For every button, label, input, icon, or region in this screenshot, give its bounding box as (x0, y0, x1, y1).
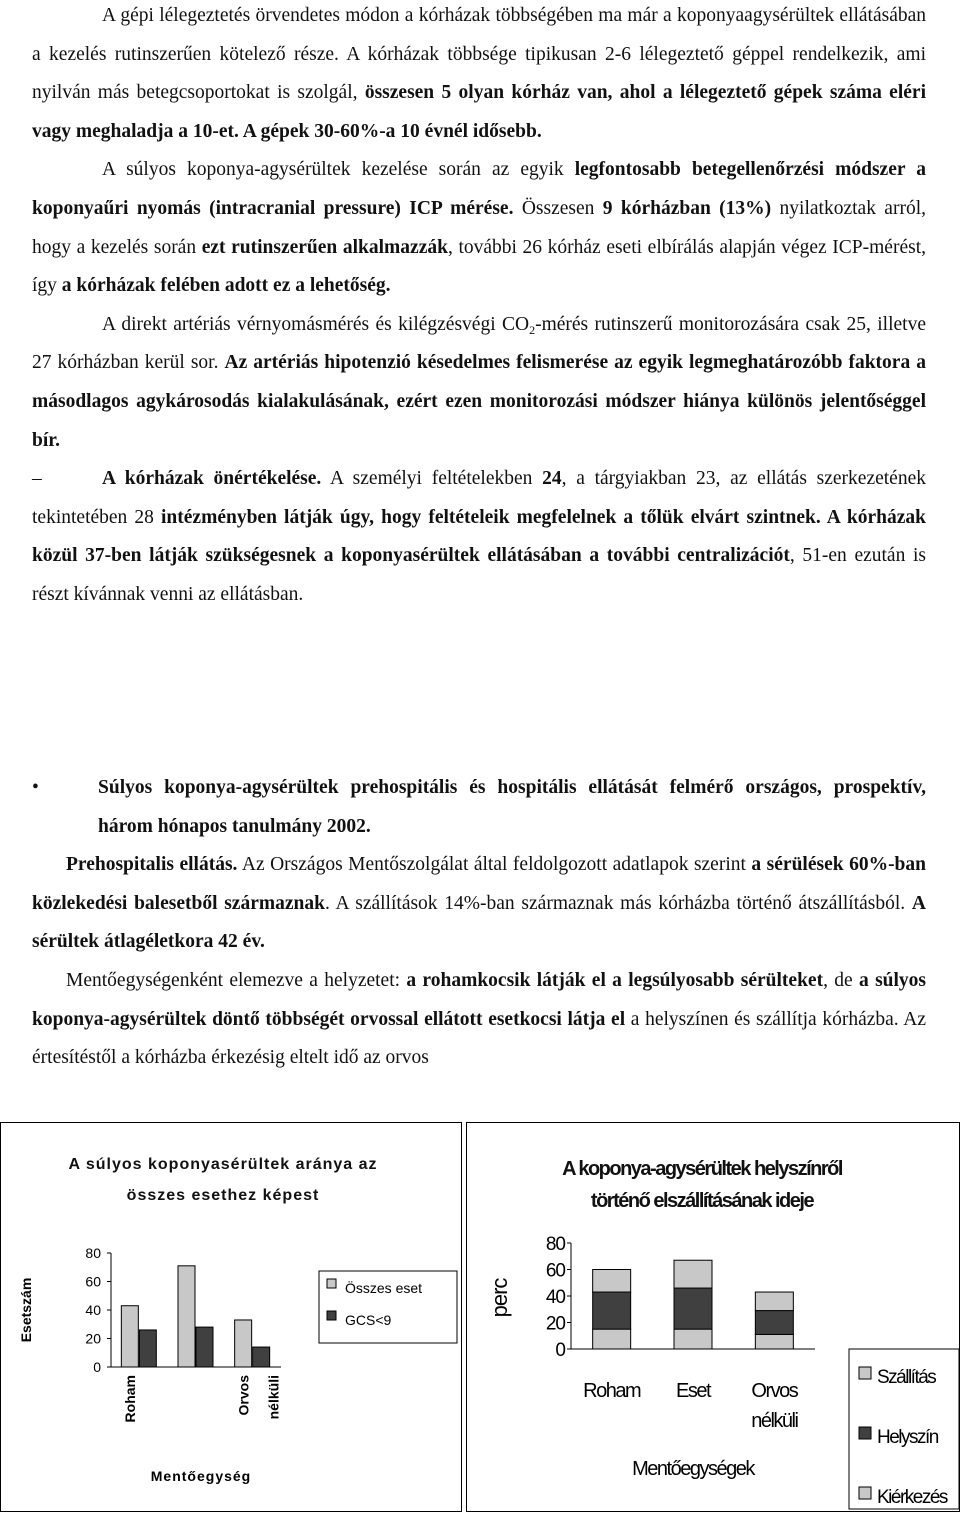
x-tick-label: nélküli (751, 1410, 798, 1432)
chart-title-line: A koponya-agysérültek helyszínről (562, 1158, 842, 1180)
text-run: , további 26 kórház eseti elbírálás alapján végez ICP-mérést, így (32, 236, 926, 297)
text-run-bold: összesen 5 olyan kórház van, ahol a lélegeztető gépek száma eléri vagy meghaladja a 10-et. A gépek 30-60%-a 10 évnél idősebb. (32, 82, 926, 142)
bar-segment-arrival (674, 1329, 712, 1349)
x-tick-label: Roham (122, 1375, 139, 1423)
text-run: . A szállítások 14%-ban származnak más kórházba történő átszállításból. (324, 892, 912, 914)
y-tick-label: 40 (545, 1287, 565, 1308)
chart-title-line: történő elszállításának ideje (590, 1190, 814, 1212)
dash-marker: – (32, 468, 42, 490)
text-run-bold: a sérülések 60%-ban közlekedési balesetből származnak (32, 854, 927, 914)
y-tick-label: 0 (93, 1359, 101, 1375)
x-tick-label: Orvos (235, 1375, 252, 1416)
bar-total (121, 1306, 138, 1367)
legend-swatch (859, 1367, 871, 1379)
y-tick-label: 20 (85, 1330, 101, 1347)
paragraph-monitoring (32, 306, 926, 460)
legend-label: Kiérkezés (877, 1487, 947, 1508)
legend-swatch (327, 1279, 336, 1288)
text-run-bold: a rohamkocsik látják el a legsúlyosabb sérülteket (406, 969, 824, 991)
chart-title-line: összes esethez képest (126, 1187, 320, 1204)
y-tick-label: 80 (545, 1234, 565, 1255)
text-run: A személyi feltételekben (321, 468, 543, 490)
bar-segment-scene (755, 1311, 793, 1335)
chart-title-line: A súlyos koponyasérültek aránya az (68, 1156, 378, 1173)
y-tick-label: 60 (85, 1273, 101, 1290)
subscript: 2 (529, 322, 536, 337)
bar-segment-arrival (593, 1329, 631, 1349)
bar-segment-transport (674, 1260, 712, 1288)
text-run-bold: A kórházak önértékelése. (102, 468, 322, 490)
legend-label: Összes eset (345, 1280, 423, 1296)
bar-segment-arrival (755, 1334, 793, 1349)
chart-title (1, 1149, 445, 1211)
bar-gcs (196, 1327, 213, 1367)
text-run-bold: 24 (542, 468, 562, 490)
bar-segment-transport (593, 1270, 631, 1293)
text-run-bold: ezt rutinszerűen alkalmazzák (201, 236, 448, 258)
legend-swatch (859, 1427, 871, 1439)
text-run-bold: legfontosabb betegellenőrzési módszer a koponyaűri nyomás (intracranial pressure) ICP mérése. (32, 159, 926, 219)
text-run: , a tárgyiakban 23, az ellátás szerkezetének tekintetében 28 (32, 468, 926, 528)
document-body-2 (32, 769, 926, 1078)
chart-panel-case-ratio (0, 1122, 462, 1512)
text-run: Összesen (513, 197, 603, 219)
bar-total (178, 1266, 195, 1367)
text-run: Az Országos Mentőszolgálat által feldolgozott adatlapok szerint (237, 854, 752, 876)
bar-gcs (253, 1347, 270, 1367)
text-run: A direkt artériás vérnyomásmérés és kilégzésvégi CO (102, 313, 530, 335)
legend-label: GCS<9 (345, 1312, 392, 1328)
text-run: a helyszínen és szállítja kórházba. Az értesítéstől a kórházba érkezésig eltelt idő az orvos (32, 1008, 926, 1069)
legend-label: Szállítás (877, 1367, 936, 1388)
chart-panel-transport-time (466, 1122, 960, 1512)
x-tick-label: Eset (675, 1380, 711, 1402)
y-tick-label: 80 (85, 1245, 101, 1261)
y-tick-label: 40 (85, 1302, 101, 1318)
y-tick-label: 60 (545, 1260, 565, 1282)
legend-label: Helyszín (877, 1427, 938, 1448)
document-body (32, 0, 926, 615)
y-axis-label: Esetszám (18, 1277, 34, 1343)
bullet-item (32, 769, 926, 846)
legend-swatch (327, 1311, 336, 1320)
text-run: A súlyos koponya-agysérültek kezelése során az egyik (102, 159, 575, 181)
paragraph-icp (32, 151, 926, 305)
x-axis-label: Mentőegység (150, 1468, 252, 1484)
x-tick-label: Roham (583, 1380, 641, 1402)
bar-segment-scene (593, 1292, 631, 1329)
paragraph-self-assessment (32, 460, 926, 614)
x-axis-label: Mentőegységek (632, 1458, 754, 1480)
text-run-bold: a súlyos koponya-agysérültek döntő többségét orvossal ellátott esetkocsi látja el (32, 969, 927, 1030)
text-run-bold: A sérültek átlagéletkora 42 év. (32, 892, 927, 953)
bar-segment-scene (674, 1288, 712, 1329)
bullet-marker: • (32, 777, 39, 798)
paragraph-units (32, 962, 926, 1078)
bar-total (235, 1320, 252, 1367)
y-axis-label: perc (487, 1278, 512, 1318)
text-run-bold: 9 kórházban (13%) (602, 197, 772, 219)
x-tick-label: Orvos (751, 1380, 798, 1402)
chart-title (467, 1153, 937, 1217)
y-tick-label: 0 (555, 1340, 565, 1361)
text-run: , de (823, 969, 859, 991)
text-run: -mérés rutinszerű monitorozására csak 25, illetve 27 kórházban kerül sor. (32, 313, 926, 374)
paragraph-prehospital (32, 846, 926, 962)
text-run-bold: a kórházak felében adott ez a lehetőség. (61, 275, 391, 297)
text-run-bold: Az artériás hipotenzió késedelmes felismerése az egyik legmeghatározóbb faktora a másodlagos agykárosodás kialakulásának, ezért ezen monitorozási módszer hiánya különös jelentőséggel bír. (32, 352, 926, 451)
x-tick-label: nélküli (265, 1375, 282, 1420)
paragraph-ventilation (32, 0, 926, 151)
legend-swatch (859, 1487, 871, 1499)
text-run-bold: intézményben látják úgy, hogy feltételeik megfelelnek a tőlük elvárt szintnek. A kórházak közül 37-ben látják szükségesnek a koponyasérültek ellátásában a további centralizációt (32, 506, 926, 567)
y-tick-label: 20 (545, 1313, 565, 1335)
text-run: nyilatkoztak arról, hogy a kezelés során (32, 197, 926, 258)
text-run: , 51-en ezután is részt kívánnak venni az ellátásban. (32, 545, 926, 605)
text-run: A gépi lélegeztetés örvendetes módon a kórházak többségében ma már a koponyaagysérültek ellátásában a kezelés rutinszerűen kötelező része. A kórházak többsége tipikusan 2-6 lélegeztető géppel rendelkezik, ami nyilván más betegcsoportokat is szolgál, (32, 5, 926, 104)
bullet-text: Súlyos koponya-agysérültek prehospitális és hospitális ellátását felmérő országos, prospektív, három hónapos tanulmány 2002. (98, 777, 926, 837)
text-run: Mentőegységenként elemezve a helyzetet: (66, 969, 407, 991)
bar-segment-transport (755, 1292, 793, 1311)
text-run-bold: Prehospitalis ellátás. (66, 854, 238, 876)
bar-gcs (139, 1330, 156, 1367)
